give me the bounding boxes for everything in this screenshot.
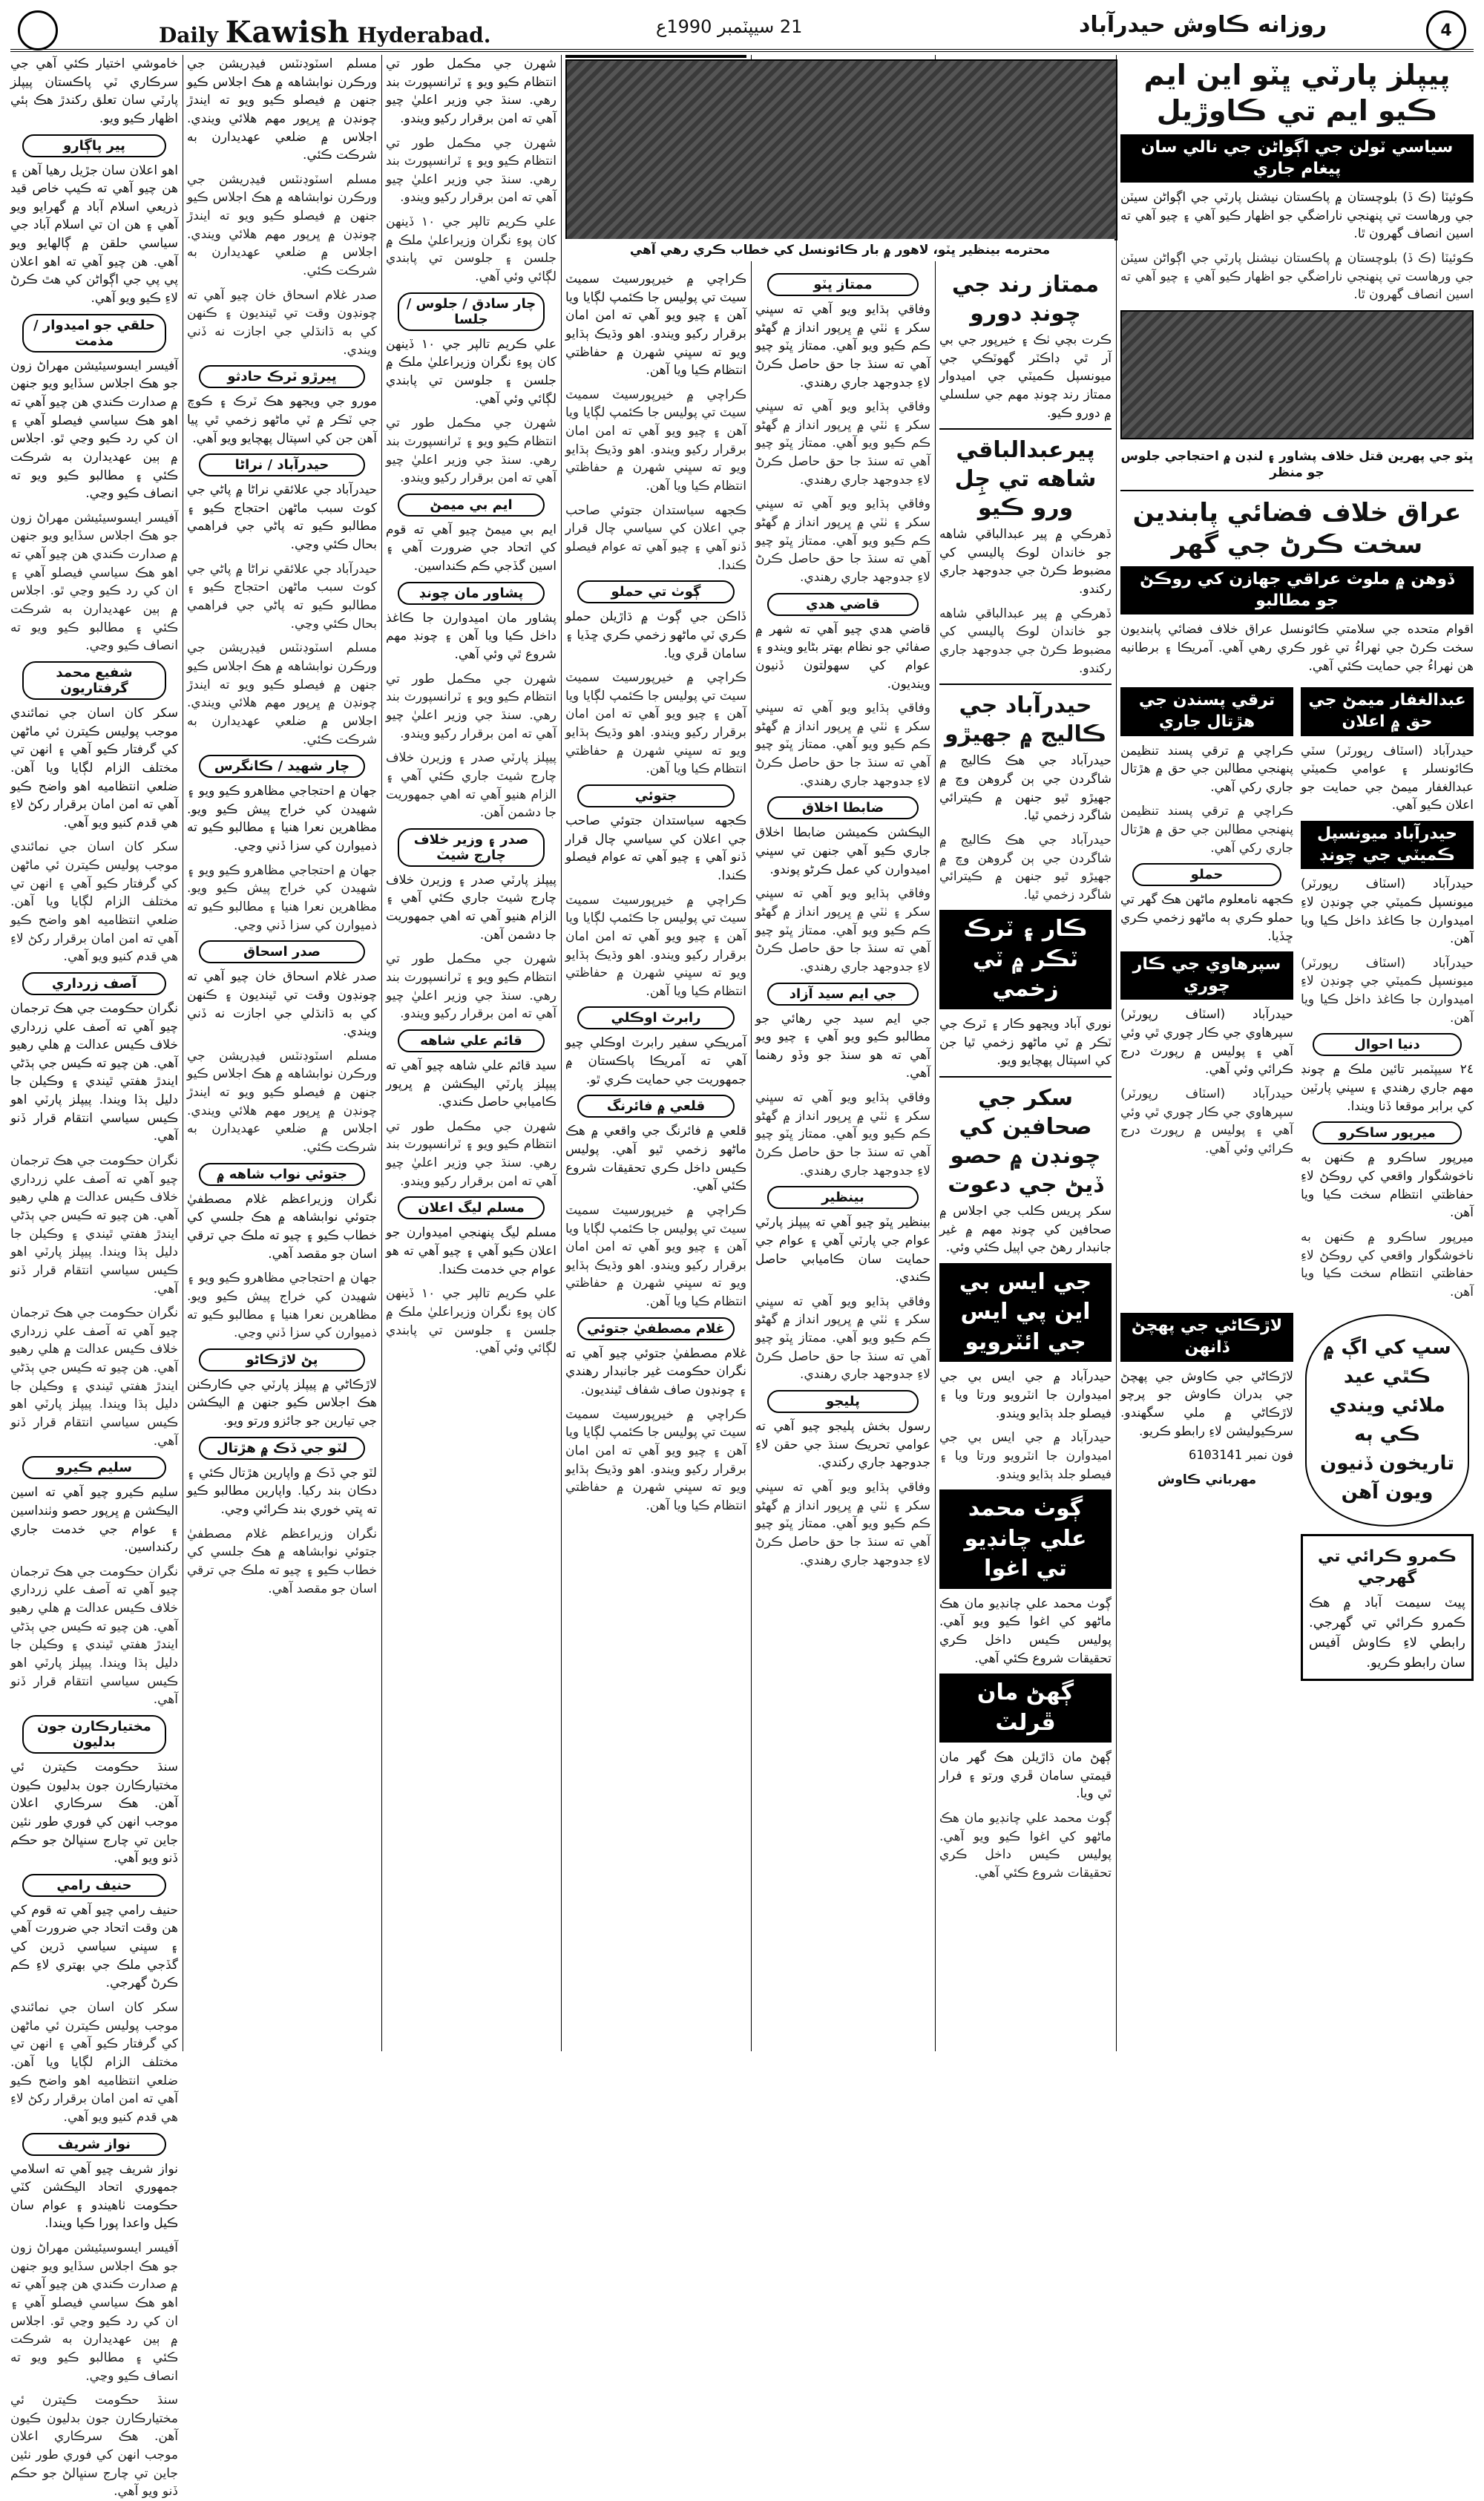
page-number: 4 — [1426, 10, 1466, 50]
column-rule — [1116, 55, 1117, 2051]
headline: ڀيرڙو ٽرڪ حادثو — [199, 365, 365, 388]
phone-label: فون نمبر — [1246, 1448, 1293, 1463]
intro-text: خاموشي اختيار ڪئي آهي جي سرڪاري ٽي پاڪستان پيپلز پارٽي سان تعلق رکندڙ هڪ ٻئي اظهار ڪيو ويو. — [10, 56, 178, 126]
headline: ايم بي ميمڻ — [398, 494, 545, 517]
article-text: ڳهڻ مان ڌاڙيلن هڪ گهر مان قيمتي سامان ڦري ورتو ۽ فرار ٿي ويا. — [939, 1750, 1112, 1802]
article-text: سنڌ حڪومت ڪيترن ئي مختيارڪارن جون بدليون ڪيون آهن. هڪ سرڪاري اعلان موجب انهن کي فوري طور نئين جاين تي چارج سنڀالڻ جو حڪم ڏنو ويو آهي. — [10, 2393, 178, 2500]
signoff: مهرباني ڪاوش — [1157, 1472, 1257, 1487]
column-rule — [381, 55, 382, 2051]
article-text: اهو اعلان سان جڙيل رهيا آهن ۽ هن چيو آهي ته ڪيپ خاص قيد ذريعي اسلام آباد ۾ گهرايو ويو آهي ۽ هن ان تي اسلام آباد جي سياسي حلقن ۾ ڳالهايو ويو آهي. هن چيو آهي ته اهو اعلان پي پي جي اڳواڻن کي هٿ ڪرڻ لاءِ ڪيو ويو آهي. — [10, 163, 178, 307]
brand-suffix: Hyderabad. — [357, 23, 491, 47]
article-text: ڪراچي ۾ خيرپورسيٽ سميٽ سيٽ تي پوليس جا ڪئمپ لڳايا ويا آهن ۽ چيو ويو آهي ته امن امان برقرار رکيو ويندو. اهو وڌيڪ ٻڌايو ويو ته سڀني شهرن ۾ حفاظتي انتظام ڪيا ويا آهن. — [565, 1202, 746, 1310]
column-5 — [755, 267, 930, 2051]
headline-inverted: ترقي پسندن جي هڙتال جاري — [1120, 687, 1293, 735]
column-7 — [1120, 55, 1474, 2051]
headline: حلقي جو اميدوار / مذمت — [22, 314, 166, 353]
newspaper-page — [10, 7, 1474, 2500]
headline: حملو — [1132, 863, 1281, 886]
article-text: نگران حڪومت جي هڪ ترجمان چيو آهي ته آصف علي زرداري خلاف ڪيس عدالت ۾ هلي رهيو آهي. هن چيو ته ڪيس جي ٻڌڻي ايندڙ هفتي ٿيندي ۽ وڪيلن جا دليل ٻڌا ويندا. پيپلز پارٽي اهو ڪيس سياسي انتقام قرار ڏنو آهي. — [10, 1305, 178, 1449]
column-4 — [565, 55, 746, 2051]
article-text: ڪوئيٽا (ڪ ڏ) بلوچستان ۾ پاڪستان نيشنل پارٽي جي اڳواڻن سيٽن جي ورهاست تي پنهنجي ناراضگي جو اظهار ڪيو آهي ۽ چيو آهي ته اسين انصاف گهرون ٿا. — [1120, 190, 1474, 242]
article-text: لاڙڪاڻي جي ڪاوش جي پهچڻ جي بدران ڪاوش جو پرچو لاڙڪاڻي ۾ ملي سگهندو. سرڪيوليشن لاءِ رابطو ڪريو. — [1120, 1368, 1293, 1439]
article-text: حنيف رامي چيو آهي ته قوم کي هن وقت اتحاد جي ضرورت آهي ۽ سڀني سياسي ڌرين کي گڏجي ملڪ جي بهتري لاءِ ڪم ڪرڻ گهرجي. — [10, 1902, 178, 1991]
article-text: آفيسر ايسوسيئيشن مهراڻ زون جو هڪ اجلاس سڏايو ويو جنهن ۾ صدارت ڪندي هن چيو آهي ته اهو هڪ سياسي فيصلو آهي ۽ ان کي رد ڪيو وڃي ٿو. اجلاس ۾ ٻين عهديدارن به شرڪت ڪئي ۽ مطالبو ڪيو ويو ته انصاف ڪيو وڃي. — [10, 510, 178, 654]
headline-inverted: ڪار ۽ ٽرڪ ٽڪر ۾ ٽي زخمي — [939, 910, 1112, 1009]
article-text: مسلم اسٽوڊنٽس فيڊريشن جي ورڪرن نوابشاهه ۾ هڪ اجلاس ڪيو جنهن ۾ فيصلو ڪيو ويو ته ايندڙ چونڊن ۾ ڀرپور مهم هلائي ويندي. اجلاس ۾ ضلعي عهديدارن به شرڪت ڪئي. — [187, 640, 377, 747]
headline-inverted: حيدرآباد ميونسپل ڪميٽي جي چونڊ — [1301, 821, 1474, 869]
column-2 — [187, 55, 377, 2051]
ad-text: پيٽ سيمت آباد ۾ هڪ ڪمرو ڪرائي تي گهرجي. رابطي لاءِ ڪاوش آفيس سان رابطو ڪريو. — [1309, 1594, 1465, 1671]
article-text: ڪجهه نامعلوم ماڻهن هڪ گهر تي حملو ڪري ٻه ماڻهو زخمي ڪري ڇڏيا. — [1120, 892, 1293, 944]
article-text: ڪراچي ۾ خيرپورسيٽ سميٽ سيٽ تي پوليس جا ڪئمپ لڳايا ويا آهن ۽ چيو ويو آهي ته امن امان برقرار رکيو ويندو. اهو وڌيڪ ٻڌايو ويو ته سڀني شهرن ۾ حفاظتي انتظام ڪيا ويا آهن. — [565, 1406, 746, 1513]
headline: چار شهيد / ڪانگرس — [199, 755, 365, 778]
headline: حيدرآباد / نراڻا — [199, 453, 365, 476]
article-text: ڪوئيٽا (ڪ ڏ) بلوچستان ۾ پاڪستان نيشنل پارٽي جي اڳواڻن سيٽن جي ورهاست تي پنهنجي ناراضگي جو اظهار ڪيو آهي ۽ چيو آهي ته اسين انصاف گهرون ٿا. — [1120, 251, 1474, 303]
headline: چار سادق / جلوس / جلسا — [398, 292, 545, 331]
article-text: رسول بخش پليجو چيو آهي ته عوامي تحريڪ سنڌ جي حقن لاءِ جدوجهد جاري رکندي. — [755, 1419, 930, 1471]
headline-inverted: جي ايس بي اين پي ايس جي ائٽرويو — [939, 1263, 1112, 1363]
phone-number[interactable]: 6103141 — [1189, 1448, 1242, 1463]
headline: جتوئي — [577, 784, 735, 807]
brand-latin — [159, 15, 490, 50]
article-text: سکر پريس ڪلب جي اجلاس ۾ صحافين کي چونڊ مهم ۾ غير جانبدار رهڻ جي اپيل ڪئي وئي. — [939, 1203, 1112, 1256]
article-text: جي ايم سيد جي رهائي جو مطالبو ڪيو ويو آهي ۽ چيو ويو آهي ته هو سنڌ جو وڏو رهنما آهي. — [755, 1011, 930, 1081]
article-text: آفيسر ايسوسيئيشن مهراڻ زون جو هڪ اجلاس سڏايو ويو جنهن ۾ صدارت ڪندي هن چيو آهي ته اهو هڪ سياسي فيصلو آهي ۽ ان کي رد ڪيو وڃي ٿو. اجلاس ۾ ٻين عهديدارن به شرڪت ڪئي ۽ مطالبو ڪيو ويو ته انصاف ڪيو وڃي. — [10, 358, 178, 502]
headline: قائم علي شاهه — [398, 1029, 545, 1052]
lead-headline: پيپلز پارٽي ڀٽو اين ايم ڪيو ايم تي ڪاوڙيل — [1143, 59, 1451, 127]
headline: نواز شريف — [22, 2133, 166, 2156]
article-text: ايم بي ميمڻ چيو آهي ته قوم کي اتحاد جي ضرورت آهي ۽ اسين گڏجي ڪم ڪنداسين. — [386, 522, 556, 574]
article-text: جهان ۾ احتجاجي مظاهرو ڪيو ويو ۽ شهيدن کي خراج پيش ڪيو ويو. مظاهرين نعرا هنيا ۽ مطالبو ڪيو ته ذميوارن کي سزا ڏني وڃي. — [187, 862, 377, 933]
column-rule — [751, 55, 752, 2051]
headline: مسلم ليگ اعلان — [398, 1196, 545, 1219]
article-text: ميرپور ساڪرو ۾ ڪنهن به ناخوشگوار واقعي کي روڪڻ لاءِ حفاظتي انتظام سخت ڪيا ويا آهن. — [1301, 1229, 1474, 1299]
article-text: شهرن جي مڪمل طور تي انتظام ڪيو ويو ۽ ٽرانسپورٽ بند رهي. سنڌ جي وزير اعليٰ چيو آهي ته امن برقرار رکيو ويندو. — [386, 56, 556, 126]
article-text: ڪرت بچي ٺڪ ۽ خيرپور جي بي آر ٿي ڊاڪٽر گهوٽڪي جي ميونسپل ڪميٽي جي اميدوار ممتاز رند چونڊ مهم جي سلسلي ۾ دورو ڪيو. — [939, 332, 1112, 421]
headline: ممتاز رند جي چونڊ دورو — [951, 272, 1100, 327]
photo-caption: ڀٽو جي پهرين قتل خلاف پشاور ۽ لنڊن ۾ احتجاجي جلوس جو منظر — [1120, 449, 1474, 481]
article-text: حيدرآباد (اسٽاف رپورٽر) سپرهاوي جي ڪار چوري ٿي وئي آهي ۽ پوليس ۾ رپورٽ درج ڪرائي وئي آهي. — [1120, 1007, 1293, 1078]
article-text: مسلم اسٽوڊنٽس فيڊريشن جي ورڪرن نوابشاهه ۾ هڪ اجلاس ڪيو جنهن ۾ فيصلو ڪيو ويو ته ايندڙ چونڊن ۾ ڀرپور مهم هلائي ويندي. اجلاس ۾ ضلعي عهديدارن به شرڪت ڪئي. — [187, 56, 377, 163]
article-text: آمريڪي سفير رابرٽ اوڪلي چيو آهي ته آمريڪا پاڪستان ۾ جمهوريت جي حمايت ڪري ٿو. — [565, 1035, 746, 1087]
article-text: صدر غلام اسحاق خان چيو آهي ته چونڊون وقت تي ٿينديون ۽ ڪنهن کي به ڌانڌلي جي اجازت نه ڏني ويندي. — [187, 969, 377, 1040]
article-text: وفاقي ٻڌايو ويو آهي ته سڀني سکر ۽ ٺٽي ۾ ڀرپور انداز ۾ گهڻو ڪم ڪيو ويو آهي. ممتاز ڀٽو چيو آهي ته سنڌ جا حق حاصل ڪرڻ لاءِ جدوجهد جاري رهندي. — [755, 1294, 930, 1383]
article-text: حيدرآباد جي علائقي نراڻا ۾ پاڻي جي کوٽ سبب ماڻهن احتجاج ڪيو ۽ مطالبو ڪيو ته پاڻي جي فراهمي بحال ڪئي وڃي. — [187, 482, 377, 553]
brand-sindhi: روزانه ڪاوش حيدرآباد — [1079, 12, 1327, 38]
article-text: سکر کان اسان جي نمائندي موجب پوليس ڪيترن ئي ماڻهن کي گرفتار ڪيو آهي ۽ انهن تي مختلف الزام لڳايا ويا آهن. ضلعي انتظاميه اهو واضح ڪيو آهي ته امن امان برقرار رکڻ لاءِ هي قدم کنيو ويو آهي. — [10, 839, 178, 965]
article-text: مورو جي ويجهو هڪ ٽرڪ ۽ ڪوچ جي ٽڪر ۾ ٽي ماڻهو زخمي ٿي پيا آهن جن کي اسپتال پهچايو ويو آهي. — [187, 394, 377, 446]
article-text: ڏاڪن جي ڳوٺ ۾ ڌاڙيلن حملو ڪري ٽي ماڻهو زخمي ڪري ڇڏيا ۽ سامان ڦري ويا. — [565, 609, 746, 661]
headline-inverted: عبدالغفار ميمڻ جي حق ۾ اعلان — [1301, 687, 1474, 735]
article-text: ڪراچي ۾ خيرپورسيٽ سميٽ سيٽ تي پوليس جا ڪئمپ لڳايا ويا آهن ۽ چيو ويو آهي ته امن امان برقرار رکيو ويندو. اهو وڌيڪ ٻڌايو ويو ته سڀني شهرن ۾ حفاظتي انتظام ڪيا ويا آهن. — [565, 670, 746, 777]
ad-headline: ڪمرو ڪرائي تي گهرجي — [1318, 1547, 1457, 1588]
headline: شفيع محمد گرفتاريون — [22, 661, 166, 700]
photo-protest — [1120, 310, 1474, 439]
article-text: مسلم اسٽوڊنٽس فيڊريشن جي ورڪرن نوابشاهه ۾ هڪ اجلاس ڪيو جنهن ۾ فيصلو ڪيو ويو ته ايندڙ چونڊن ۾ ڀرپور مهم هلائي ويندي. اجلاس ۾ ضلعي عهديدارن به شرڪت ڪئي. — [187, 171, 377, 279]
article-text: نگران وزيراعظم غلام مصطفيٰ جتوئي نوابشاهه ۾ هڪ جلسي کي خطاب ڪيو ۽ چيو ته ملڪ جي ترقي اسان جو مقصد آهي. — [187, 1191, 377, 1262]
photo-caption: محترمه بينظير ڀٽو، لاهور ۾ بار ڪائونسل کي خطاب ڪري رهي آهي — [565, 239, 1114, 261]
headline-inverted: لاڙڪاڻي جي پهچڻ ڏانهن — [1120, 1313, 1293, 1361]
article-text: وفاقي ٻڌايو ويو آهي ته سڀني سکر ۽ ٺٽي ۾ ڀرپور انداز ۾ گهڻو ڪم ڪيو ويو آهي. ممتاز ڀٽو چيو آهي ته سنڌ جا حق حاصل ڪرڻ لاءِ جدوجهد جاري رهندي. — [755, 496, 930, 585]
article-text: سکر کان اسان جي نمائندي موجب پوليس ڪيترن ئي ماڻهن کي گرفتار ڪيو آهي ۽ انهن تي مختلف الزام لڳايا ويا آهن. ضلعي انتظاميه اهو واضح ڪيو آهي ته امن امان برقرار رکڻ لاءِ هي قدم کنيو ويو آهي. — [10, 2000, 178, 2125]
headline: دنيا احوال — [1313, 1033, 1462, 1056]
column-3 — [386, 55, 556, 2051]
article-text: حيدرآباد جي هڪ ڪاليج ۾ شاگردن جي ٻن گروهن وچ ۾ جهيڙو ٿيو جنهن ۾ ڪيترائي شاگرد زخمي ٿيا. — [939, 753, 1112, 824]
star-notice: سڀ کي اڳ ۾ ڪٿي عيد ملائي ويندي ڪي ٻه تاريخون ڏنيون ويون آهن — [1305, 1314, 1469, 1527]
headline: ڳوٺ تي حملو — [577, 580, 735, 603]
article-text: ڪجهه سياستدان جتوئي صاحب جي اعلان کي سياسي چال قرار ڏنو آهي ۽ چيو آهي ته عوام فيصلو ڪندا. — [565, 813, 746, 883]
article-text: لٽو جي ڏڪ ۾ واپارين هڙتال ڪئي ۽ دڪان بند رکيا. واپارين مطالبو ڪيو ته ڀتي خوري بند ڪرائي وڃي. — [187, 1465, 377, 1517]
headline: پيرعبدالباقي شاهه تي ڄِل ورو ڪيو — [954, 437, 1097, 522]
article-text: شهرن جي مڪمل طور تي انتظام ڪيو ويو ۽ ٽرانسپورٽ بند رهي. سنڌ جي وزير اعليٰ چيو آهي ته امن برقرار رکيو ويندو. — [386, 671, 556, 741]
headline: آصف زرداري — [22, 972, 166, 995]
article-text: صدر غلام اسحاق خان چيو آهي ته چونڊون وقت تي ٿينديون ۽ ڪنهن کي به ڌانڌلي جي اجازت نه ڏني ويندي. — [187, 287, 377, 358]
article-text: وفاقي ٻڌايو ويو آهي ته سڀني سکر ۽ ٺٽي ۾ ڀرپور انداز ۾ گهڻو ڪم ڪيو ويو آهي. ممتاز ڀٽو چيو آهي ته سنڌ جا حق حاصل ڪرڻ لاءِ جدوجهد جاري رهندي. — [755, 1090, 930, 1179]
article-text: ڳوٺ محمد علي چانڊيو مان هڪ ماڻهو کي اغوا ڪيو ويو آهي. پوليس ڪيس داخل ڪري تحقيقات شروع ڪئي آهي. — [939, 1596, 1112, 1666]
article-text: ڳوٺ محمد علي چانڊيو مان هڪ ماڻهو کي اغوا ڪيو ويو آهي. پوليس ڪيس داخل ڪري تحقيقات شروع ڪئي آهي. — [939, 1811, 1112, 1881]
headline: جي ايم سيد آزاد — [767, 983, 919, 1006]
brand-prefix: Daily — [159, 23, 218, 47]
article-text: نگران حڪومت جي هڪ ترجمان چيو آهي ته آصف علي زرداري خلاف ڪيس عدالت ۾ هلي رهيو آهي. هن چيو ته ڪيس جي ٻڌڻي ايندڙ هفتي ٿيندي ۽ وڪيلن جا دليل ٻڌا ويندا. پيپلز پارٽي اهو ڪيس سياسي انتقام قرار ڏنو آهي. — [10, 1153, 178, 1297]
brand-name: Kawish — [225, 15, 350, 50]
article-text: حيدرآباد (اسٽاف رپورٽر) سٽي ڪائونسلر ۽ عوامي ڪميٽي عبدالغفار ميمڻ جي حمايت جو اعلان ڪيو آهي. — [1301, 743, 1474, 813]
article-text: نگران وزيراعظم غلام مصطفيٰ جتوئي نوابشاهه ۾ هڪ جلسي کي خطاب ڪيو ۽ چيو ته ملڪ جي ترقي اسان جو مقصد آهي. — [187, 1526, 377, 1596]
article-text: حيدرآباد (اسٽاف رپورٽر) سپرهاوي جي ڪار چوري ٿي وئي آهي ۽ پوليس ۾ رپورٽ درج ڪرائي وئي آهي. — [1120, 1086, 1293, 1156]
article-text: ڪراچي ۾ خيرپورسيٽ سميٽ سيٽ تي پوليس جا ڪئمپ لڳايا ويا آهن ۽ چيو ويو آهي ته امن امان برقرار رکيو ويندو. اهو وڌيڪ ٻڌايو ويو ته سڀني شهرن ۾ حفاظتي انتظام ڪيا ويا آهن. — [565, 272, 746, 378]
headline: بينظير — [767, 1186, 919, 1209]
article-text: وفاقي ٻڌايو ويو آهي ته سڀني سکر ۽ ٺٽي ۾ ڀرپور انداز ۾ گهڻو ڪم ڪيو ويو آهي. ممتاز ڀٽو چيو آهي ته سنڌ جا حق حاصل ڪرڻ لاءِ جدوجهد جاري رهندي. — [755, 399, 930, 488]
article-text: ڏهرڪي ۾ پير عبدالباقي شاهه جو خاندان لوڪ پاليسي کي مضبوط ڪرڻ جي جدوجهد جاري رکندو. — [939, 527, 1112, 597]
article-text: سنڌ حڪومت ڪيترن ئي مختيارڪارن جون بدليون ڪيون آهن. هڪ سرڪاري اعلان موجب انهن کي فوري طور نئين جاين تي چارج سنڀالڻ جو حڪم ڏنو ويو آهي. — [10, 1759, 178, 1866]
article-text: حيدرآباد ۾ جي ايس بي جي اميدوارن جا انٽرويو ورتا ويا ۽ فيصلو جلد ٻڌايو ويندو. — [939, 1369, 1112, 1421]
headline: ميرپور ساڪرو — [1313, 1121, 1462, 1144]
article-text: ٢٤ سيپٽمبر تائين ملڪ ۾ چونڊ مهم جاري رهندي ۽ سڀني پارٽين کي برابر موقعا ڏنا ويندا. — [1301, 1062, 1474, 1114]
article-text: مسلم اسٽوڊنٽس فيڊريشن جي ورڪرن نوابشاهه ۾ هڪ اجلاس ڪيو جنهن ۾ فيصلو ڪيو ويو ته ايندڙ چونڊن ۾ ڀرپور مهم هلائي ويندي. اجلاس ۾ ضلعي عهديدارن به شرڪت ڪئي. — [187, 1048, 377, 1156]
headline: پڻ لاڙڪاڻو — [199, 1348, 365, 1371]
article-text: جهان ۾ احتجاجي مظاهرو ڪيو ويو ۽ شهيدن کي خراج پيش ڪيو ويو. مظاهرين نعرا هنيا ۽ مطالبو ڪيو ته ذميوارن کي سزا ڏني وڃي. — [187, 784, 377, 854]
article-text: حيدرآباد (اسٽاف رپورٽر) ميونسپل ڪميٽي جي چونڊن لاءِ اميدوارن جا ڪاغذ داخل ڪيا ويا آهن. — [1301, 955, 1474, 1026]
article-text: علي ڪريم تالپر جي ١٠ ڏينهن کان پوءِ نگران وزيراعليٰ ملڪ ۾ جلسن ۽ جلوسن تي پابندي لڳائي وئي آهي. — [386, 336, 556, 407]
headline: ضابطا اخلاق — [767, 796, 919, 819]
article-text: وفاقي ٻڌايو ويو آهي ته سڀني سکر ۽ ٺٽي ۾ ڀرپور انداز ۾ گهڻو ڪم ڪيو ويو آهي. ممتاز ڀٽو چيو آهي ته سنڌ جا حق حاصل ڪرڻ لاءِ جدوجهد جاري رهندي. — [755, 701, 930, 789]
article-text: غلام مصطفيٰ جتوئي چيو آهي ته نگران حڪومت غير جانبدار رهندي ۽ چونڊون صاف شفاف ٿينديون. — [565, 1345, 746, 1398]
article-text: ڪراچي ۾ خيرپورسيٽ سميٽ سيٽ تي پوليس جا ڪئمپ لڳايا ويا آهن ۽ چيو ويو آهي ته امن امان برقرار رکيو ويندو. اهو وڌيڪ ٻڌايو ويو ته سڀني شهرن ۾ حفاظتي انتظام ڪيا ويا آهن. — [565, 892, 746, 999]
article-text: اليڪشن ڪميشن ضابطا اخلاق جاري ڪيو آهي جنهن تي سڀني اميدوارن کي عمل ڪرڻو پوندو. — [755, 825, 930, 877]
headline: مختيارڪارن جون بدليون — [22, 1715, 166, 1754]
article-text: ڪراچي ۾ ترقي پسند تنظيمن پنهنجي مطالبن جي حق ۾ هڙتال جاري رکي آهي. — [1120, 804, 1293, 856]
article-text: قاضي هدي چيو آهي ته شهر ۾ صفائي جو نظام بهتر بڻايو ويندو ۽ عوام کي سهولتون ڏنيون وينديون. — [755, 621, 930, 692]
article-text: پشاور مان اميدوارن جا ڪاغذ داخل ڪيا ويا آهن ۽ چونڊ مهم شروع ٿي وئي آهي. — [386, 610, 556, 663]
article-text: نگران حڪومت جي هڪ ترجمان چيو آهي ته آصف علي زرداري خلاف ڪيس عدالت ۾ هلي رهيو آهي. هن چيو ته ڪيس جي ٻڌڻي ايندڙ هفتي ٿيندي ۽ وڪيلن جا دليل ٻڌا ويندا. پيپلز پارٽي اهو ڪيس سياسي انتقام قرار ڏنو آهي. — [10, 1564, 178, 1708]
article-text: حيدرآباد ۾ جي ايس بي جي اميدوارن جا انٽرويو ورتا ويا ۽ فيصلو جلد ٻڌايو ويندو. — [939, 1430, 1112, 1482]
headline: رابرٽ اوڪلي — [577, 1006, 735, 1029]
headline: پير پاڳارو — [22, 134, 166, 157]
article-text: نگران حڪومت جي هڪ ترجمان چيو آهي ته آصف علي زرداري خلاف ڪيس عدالت ۾ هلي رهيو آهي. هن چيو ته ڪيس جي ٻڌڻي ايندڙ هفتي ٿيندي ۽ وڪيلن جا دليل ٻڌا ويندا. پيپلز پارٽي اهو ڪيس سياسي انتقام قرار ڏنو آهي. — [10, 1000, 178, 1144]
headline: سکر جي صحافين کي چونڊن ۾ حصو ڏيڻ جي دعوت — [948, 1084, 1103, 1198]
article-text: ڪراچي ۾ ترقي پسند تنظيمن پنهنجي مطالبن جي حق ۾ هڙتال جاري رکي آهي. — [1120, 743, 1293, 795]
article-text: آفيسر ايسوسيئيشن مهراڻ زون جو هڪ اجلاس سڏايو ويو جنهن ۾ صدارت ڪندي هن چيو آهي ته اهو هڪ سياسي فيصلو آهي ۽ ان کي رد ڪيو وڃي ٿو. اجلاس ۾ ٻين عهديدارن به شرڪت ڪئي ۽ مطالبو ڪيو ويو ته انصاف ڪيو وڃي. — [10, 2241, 178, 2384]
headline: عراق خلاف فضائي پابندين سخت ڪرڻ جي گهر — [1132, 498, 1462, 560]
article-text: شهرن جي مڪمل طور تي انتظام ڪيو ويو ۽ ٽرانسپورٽ بند رهي. سنڌ جي وزير اعليٰ چيو آهي ته امن برقرار رکيو ويندو. — [386, 416, 556, 486]
article-text: ڪراچي ۾ خيرپورسيٽ سميٽ سيٽ تي پوليس جا ڪئمپ لڳايا ويا آهن ۽ چيو ويو آهي ته امن امان برقرار رکيو ويندو. اهو وڌيڪ ٻڌايو ويو ته سڀني شهرن ۾ حفاظتي انتظام ڪيا ويا آهن. — [565, 387, 746, 494]
headline-inverted: ڳهڻ مان ڦرلٽ — [939, 1674, 1112, 1743]
subheadline: ڏوهن ۾ ملوث عراقي جهازن کي روڪڻ جو مطالبو — [1120, 566, 1474, 614]
article-text: ميرپور ساڪرو ۾ ڪنهن به ناخوشگوار واقعي کي روڪڻ لاءِ حفاظتي انتظام سخت ڪيا ويا آهن. — [1301, 1150, 1474, 1221]
article-text: شهرن جي مڪمل طور تي انتظام ڪيو ويو ۽ ٽرانسپورٽ بند رهي. سنڌ جي وزير اعليٰ چيو آهي ته امن برقرار رکيو ويندو. — [386, 951, 556, 1022]
article-text: سکر کان اسان جي نمائندي موجب پوليس ڪيترن ئي ماڻهن کي گرفتار ڪيو آهي ۽ انهن تي مختلف الزام لڳايا ويا آهن. ضلعي انتظاميه اهو واضح ڪيو آهي ته امن امان برقرار رکڻ لاءِ هي قدم کنيو ويو آهي. — [10, 705, 178, 830]
classified-ad — [1301, 1534, 1474, 1680]
article-text: سليم ڪيرو چيو آهي ته اسين اليڪشن ۾ ڀرپور حصو وٺنداسين ۽ عوام جي خدمت جاري رکنداسين. — [10, 1485, 178, 1556]
headline: حيدرآباد جي ڪاليج ۾ جهيڙو — [944, 692, 1107, 748]
article-text: سيد قائم علي شاهه چيو آهي ته پيپلز پارٽي اليڪشن ۾ ڀرپور ڪاميابي حاصل ڪندي. — [386, 1058, 556, 1110]
page-number-left — [18, 10, 58, 50]
headline: قلعي ۾ فائرنگ — [577, 1095, 735, 1118]
date: 21 سيپٽمبر 1990ع — [656, 16, 803, 37]
headline: پليجو — [767, 1390, 919, 1413]
article-text: شهرن جي مڪمل طور تي انتظام ڪيو ويو ۽ ٽرانسپورٽ بند رهي. سنڌ جي وزير اعليٰ چيو آهي ته امن برقرار رکيو ويندو. — [386, 135, 556, 206]
column-rule — [561, 55, 562, 2051]
lead-subheadline: سياسي ٽولن جي اڳواڻن جي نالي سان پيغام جاري — [1120, 134, 1474, 183]
article-text: ڏهرڪي ۾ پير عبدالباقي شاهه جو خاندان لوڪ پاليسي کي مضبوط ڪرڻ جي جدوجهد جاري رکندو. — [939, 606, 1112, 676]
article-text: بينظير ڀٽو چيو آهي ته پيپلز پارٽي عوام جي پارٽي آهي ۽ عوام جي حمايت سان ڪاميابي حاصل ڪندي. — [755, 1215, 930, 1285]
article-text: پيپلز پارٽي صدر ۽ وزيرن خلاف چارج شيٽ جاري ڪئي آهي ۽ الزام هنيو آهي ته اهي جمهوريت جا دشمن آهن. — [386, 750, 556, 821]
article-text: وفاقي ٻڌايو ويو آهي ته سڀني سکر ۽ ٺٽي ۾ ڀرپور انداز ۾ گهڻو ڪم ڪيو ويو آهي. ممتاز ڀٽو چيو آهي ته سنڌ جا حق حاصل ڪرڻ لاءِ جدوجهد جاري رهندي. — [755, 886, 930, 974]
article-text: جهان ۾ احتجاجي مظاهرو ڪيو ويو ۽ شهيدن کي خراج پيش ڪيو ويو. مظاهرين نعرا هنيا ۽ مطالبو ڪيو ته ذميوارن کي سزا ڏني وڃي. — [187, 1271, 377, 1341]
article-text: قلعي ۾ فائرنگ جي واقعي ۾ هڪ ماڻهو زخمي ٿيو آهي. پوليس ڪيس داخل ڪري تحقيقات شروع ڪئي آهي. — [565, 1124, 746, 1194]
headline: جتوئي نواب شاهه ۾ — [199, 1163, 365, 1186]
article-text: حيدرآباد جي علائقي نراڻا ۾ پاڻي جي کوٽ سبب ماڻهن احتجاج ڪيو ۽ مطالبو ڪيو ته پاڻي جي فراهمي بحال ڪئي وڃي. — [187, 561, 377, 632]
headline: غلام مصطفيٰ جتوئي — [577, 1317, 735, 1340]
headline: صدر اسحاق — [199, 940, 365, 963]
article-text: اقوام متحده جي سلامتي ڪائونسل عراق خلاف فضائي پابنديون سخت ڪرڻ جي ٺهراءُ تي غور ڪري رهي آهي. آمريڪا ۽ برطانيه هن ٺهراءُ جي حمايت ڪئي آهي. — [1120, 622, 1474, 674]
article-text: پيپلز پارٽي صدر ۽ وزيرن خلاف چارج شيٽ جاري ڪئي آهي ۽ الزام هنيو آهي ته اهي جمهوريت جا دشمن آهن. — [386, 872, 556, 943]
headline: حنيف رامي — [22, 1874, 166, 1897]
article-text: نواز شريف چيو آهي ته اسلامي جمهوري اتحاد اليڪشن کٽي حڪومت ٺاهيندو ۽ عوام سان ڪيل واعدا پورا ڪيا ويندا. — [10, 2161, 178, 2232]
article-text: ڪجهه سياستدان جتوئي صاحب جي اعلان کي سياسي چال قرار ڏنو آهي ۽ چيو آهي ته عوام فيصلو ڪندا. — [565, 502, 746, 573]
phone-line — [1120, 1446, 1293, 1465]
article-text: مسلم ليگ پنهنجي اميدوارن جو اعلان ڪيو آهي ۽ چيو آهي ته هو عوام جي خدمت ڪندا. — [386, 1225, 556, 1277]
article-text: وفاقي ٻڌايو ويو آهي ته سڀني سکر ۽ ٺٽي ۾ ڀرپور انداز ۾ گهڻو ڪم ڪيو ويو آهي. ممتاز ڀٽو چيو آهي ته سنڌ جا حق حاصل ڪرڻ لاءِ جدوجهد جاري رهندي. — [755, 1479, 930, 1568]
article-text: نوري آباد ويجهو ڪار ۽ ٽرڪ جي ٽڪر ۾ ٽي ماڻهو زخمي ٿيا جن کي اسپتال پهچايو ويو. — [939, 1016, 1112, 1069]
photo-benazir-address — [565, 59, 1117, 240]
headline: قاضي هدي — [767, 593, 919, 616]
article-text: وفاقي ٻڌايو ويو آهي ته سڀني سکر ۽ ٺٽي ۾ ڀرپور انداز ۾ گهڻو ڪم ڪيو ويو آهي. ممتاز ڀٽو چيو آهي ته سنڌ جا حق حاصل ڪرڻ لاءِ جدوجهد جاري رهندي. — [755, 302, 930, 390]
article-text: لاڙڪاڻي ۾ پيپلز پارٽي جي ڪارڪنن هڪ اجلاس ڪيو جنهن ۾ اليڪشن جي تيارين جو جائزو ورتو ويو. — [187, 1377, 377, 1429]
headline: لٽو جي ڏڪ ۾ هڙتال — [199, 1437, 365, 1460]
article-text: شهرن جي مڪمل طور تي انتظام ڪيو ويو ۽ ٽرانسپورٽ بند رهي. سنڌ جي وزير اعليٰ چيو آهي ته امن برقرار رکيو ويندو. — [386, 1118, 556, 1189]
masthead — [10, 7, 1474, 52]
headline: صدر ۽ وزير خلاف چارج شيٽ — [398, 828, 545, 867]
article-text: حيدرآباد (اسٽاف رپورٽر) ميونسپل ڪميٽي جي چونڊن لاءِ اميدوارن جا ڪاغذ داخل ڪيا ويا آهن. — [1301, 876, 1474, 947]
article-text: علي ڪريم تالپر جي ١٠ ڏينهن کان پوءِ نگران وزيراعليٰ ملڪ ۾ جلسن ۽ جلوسن تي پابندي لڳائي وئي آهي. — [386, 1286, 556, 1357]
article-text: حيدرآباد جي هڪ ڪاليج ۾ شاگردن جي ٻن گروهن وچ ۾ جهيڙو ٿيو جنهن ۾ ڪيترائي شاگرد زخمي ٿيا. — [939, 832, 1112, 902]
headline-inverted: سپرهاوي جي ڪار چوري — [1120, 951, 1293, 1000]
article-text: علي ڪريم تالپر جي ١٠ ڏينهن کان پوءِ نگران وزيراعليٰ ملڪ ۾ جلسن ۽ جلوسن تي پابندي لڳائي وئي آهي. — [386, 214, 556, 285]
column-rule — [935, 55, 936, 2051]
headline: ممتاز ڀٽو — [767, 273, 919, 296]
column-6 — [939, 267, 1112, 2051]
headline: پشاور مان چونڊ — [398, 582, 545, 605]
headline: سليم ڪيرو — [22, 1456, 166, 1479]
column-1 — [10, 55, 178, 2500]
headline-inverted: ڳوٺ محمد علي چانڊيو تي اغوا — [939, 1489, 1112, 1589]
